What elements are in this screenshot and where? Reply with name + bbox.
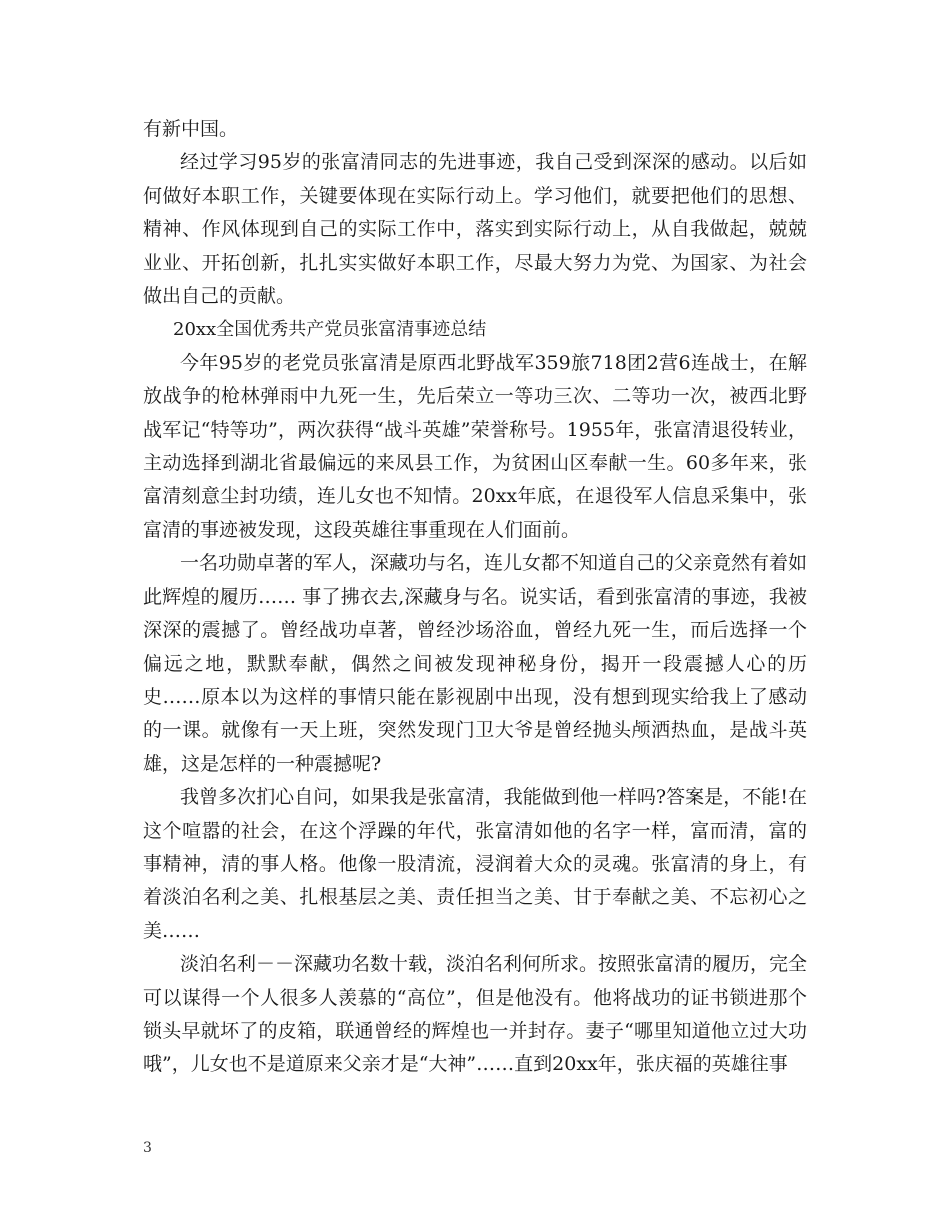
page-number: 3 (143, 1140, 152, 1156)
paragraph-continuation: 有新中国。 (143, 118, 239, 140)
paragraph-self-question: 我曾多次扪心自问，如果我是张富清，我能做到他一样吗?答案是，不能!在这个喧嚣的社会，在这个浮躁的年代，张富清如他的名字一样，富而清，富的事精神，清的事人格。他像一股清流，浸润着大众的灵魂。张富清的身上，有着淡泊名利之美、扎根基层之美、责任担当之美、甘于奉献之美、不忘初心之美…… (143, 786, 807, 942)
paragraph-study-reflection: 经过学习95岁的张富清同志的先进事迹，我自己受到深深的感动。以后如何做好本职工作，关键要体现在实际行动上。学习他们，就要把他们的思想、精神、作风体现到自己的实际工作中，落实到实际行动上，从自我做起，兢兢业业、开拓创新，扎扎实实做好本职工作，尽最大努力为党、为国家、为社会做出自己的贡献。 (143, 151, 807, 308)
document-body (143, 113, 807, 1082)
paragraph-indifference-to-fame: 淡泊名利－－深藏功名数十载，淡泊名利何所求。按照张富清的履历，完全可以谋得一个人很多人羡慕的“高位”，但是他没有。他将战功的证书锁进那个锁头早就坏了的皮箱，联通曾经的辉煌也一并封存。妻子“哪里知道他立过大功哦”，儿女也不是道原来父亲才是“大神”……直到20xx年，张庆福的英雄往事 (143, 953, 808, 1076)
section-heading: 20xx全国优秀共产党员张富清事迹总结 (173, 319, 487, 341)
paragraph-biography: 今年95岁的老党员张富清是原西北野战军359旅718团2营6连战士，在解放战争的枪林弹雨中九死一生，先后荣立一等功三次、二等功一次，被西北野战军记“特等功”，两次获得“战斗英雄”荣誉称号。1955年，张富清退役转业，主动选择到湖北省最偏远的来凤县工作，为贫困山区奉献一生。60多年来，张富清刻意尘封功绩，连儿女也不知情。20xx年底，在退役军人信息采集中，张富清的事迹被发现，这段英雄往事重现在人们面前。 (143, 351, 807, 541)
paragraph-impression: 一名功勋卓著的军人，深藏功与名，连儿女都不知道自己的父亲竟然有着如此辉煌的履历…… 事了拂衣去,深藏身与名。说实话，看到张富清的事迹，我被深深的震撼了。曾经战功卓著，曾经沙场浴血，曾经九死一生，而后选择一个偏远之地，默默奉献，偶然之间被发现神秘身份，揭开一段震撼人心的历史……原本以为这样的事情只能在影视剧中出现，没有想到现实给我上了感动的一课。就像有一天上班，突然发现门卫大爷是曾经抛头颅洒热血，是战斗英雄，这是怎样的一种震撼呢? (143, 552, 808, 775)
